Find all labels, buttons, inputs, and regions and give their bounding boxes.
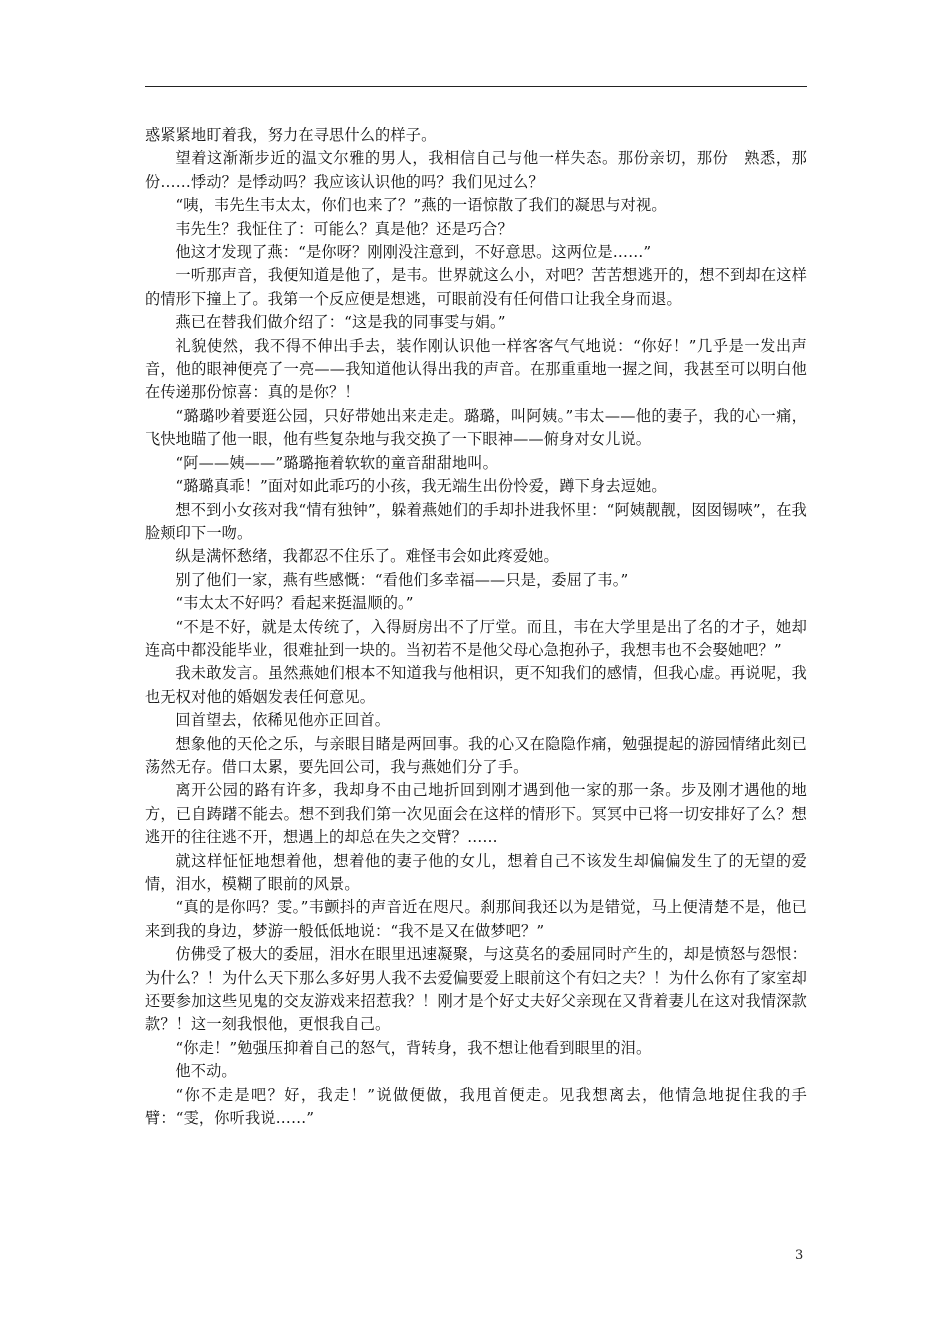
paragraph: 礼貌使然，我不得不伸出手去，装作刚认识他一样客客气气地说：“你好！”几乎是一发出声音，他的眼神便亮了一亮——我知道他认得出我的声音。在那重重地一握之间，我甚至可以明白他在传递那份惊喜：真的是你？！ <box>145 336 807 402</box>
paragraph: “璐璐吵着要逛公园，只好带她出来走走。璐璐，叫阿姨。”韦太——他的妻子，我的心一痛，飞快地瞄了他一眼，他有些复杂地与我交换了一下眼神——俯身对女儿说。 <box>145 406 807 449</box>
paragraph: “真的是你吗？雯。”韦颤抖的声音近在咫尺。刹那间我还以为是错觉，马上便清楚不是，他已来到我的身边，梦游一般低低地说：“我不是又在做梦吧？” <box>145 898 807 940</box>
document-body <box>145 124 807 1130</box>
paragraph: 仿佛受了极大的委屈，泪水在眼里迅速凝聚，与这莫名的委屈同时产生的，却是愤怒与怨恨：为什么？！为什么天下那么多好男人我不去爱偏要爱上眼前这个有妇之夫？！为什么你有了家室却还要参加这些见鬼的交友游戏来招惹我？！刚才是个好丈夫好父亲现在又背着妻儿在这对我情深款款？！这一刻我恨他，更恨我自己。 <box>145 945 807 1034</box>
paragraph: “韦太太不好吗？看起来挺温顺的。” <box>175 594 414 613</box>
paragraph: 回首望去，依稀见他亦正回首。 <box>175 711 391 730</box>
paragraph: 燕已在替我们做介绍了：“这是我的同事雯与娟。” <box>175 313 506 332</box>
paragraph: 我未敢发言。虽然燕她们根本不知道我与他相识，更不知我们的感情，但我心虚。再说呢，我也无权对他的婚姻发表任何意见。 <box>145 664 807 706</box>
paragraph: 一听那声音，我便知道是他了，是韦。世界就这么小，对吧？苦苦想逃开的，想不到却在这样的情形下撞上了。我第一个反应便是想逃，可眼前没有任何借口让我全身而退。 <box>145 266 807 308</box>
paragraph: 他不动。 <box>175 1062 237 1081</box>
paragraph: “璐璐真乖！”面对如此乖巧的小孩，我无端生出份怜爱，蹲下身去逗她。 <box>175 477 667 496</box>
paragraph: 惑紧紧地盯着我，努力在寻思什么的样子。 <box>145 126 437 144</box>
paragraph: 想象他的天伦之乐，与亲眼目睹是两回事。我的心又在隐隐作痛，勉强提起的游园情绪此刻已荡然无存。借口太累，要先回公司，我与燕她们分了手。 <box>145 734 807 776</box>
paragraph: “你走！”勉强压抑着自己的怒气，背转身，我不想让他看到眼里的泪。 <box>175 1038 652 1057</box>
page-number: 3 <box>795 1248 804 1263</box>
paragraph: 就这样怔怔地想着他，想着他的妻子他的女儿，想着自己不该发生却偏偏发生了的无望的爱情，泪水，模糊了眼前的风景。 <box>145 851 807 893</box>
paragraph: “不是不好，就是太传统了，入得厨房出不了厅堂。而且，韦在大学里是出了名的才子，她却连高中都没能毕业，很难扯到一块的。当初若不是他父母心急抱孙子，我想韦也不会娶她吧？” <box>145 617 807 659</box>
header-rule <box>145 86 807 87</box>
paragraph: 望着这渐渐步近的温文尔雅的男人，我相信自己与他一样失态。那份亲切，那份 熟悉，那份……悸动？是悸动吗？我应该认识他的吗？我们见过么？ <box>145 149 807 191</box>
paragraph: 想不到小女孩对我“情有独钟”，躲着燕她们的手却扑进我怀里：“阿姨靓靓，囡囡锡唊”，在我脸颊印下一吻。 <box>145 500 807 542</box>
paragraph: “你不走是吧？好，我走！”说做便做，我甩首便走。见我想离去，他情急地捉住我的手臂：“雯，你听我说……” <box>145 1085 807 1128</box>
paragraph: 离开公园的路有许多，我却身不由己地折回到刚才遇到他一家的那一条。步及刚才遇他的地方，已自踌躇不能去。想不到我们第一次见面会在这样的情形下。冥冥中已将一切安排好了么？想逃开的往往逃不开，想遇上的却总在失之交臂？…… <box>145 781 807 847</box>
paragraph: 纵是满怀愁绪，我都忍不住乐了。难怪韦会如此疼爱她。 <box>175 547 559 566</box>
paragraph: 他这才发现了燕：“是你呀？刚刚没注意到，不好意思。这两位是……” <box>175 243 652 262</box>
paragraph: “咦，韦先生韦太太，你们也来了？”燕的一语惊散了我们的凝思与对视。 <box>175 196 667 215</box>
paragraph: 韦先生？我怔住了：可能么？真是他？还是巧合？ <box>175 219 513 238</box>
paragraph: 别了他们一家，燕有些感慨：“看他们多幸福——只是，委屈了韦。” <box>175 570 629 589</box>
paragraph: “阿——姨——”璐璐拖着软软的童音甜甜地叫。 <box>175 453 498 472</box>
